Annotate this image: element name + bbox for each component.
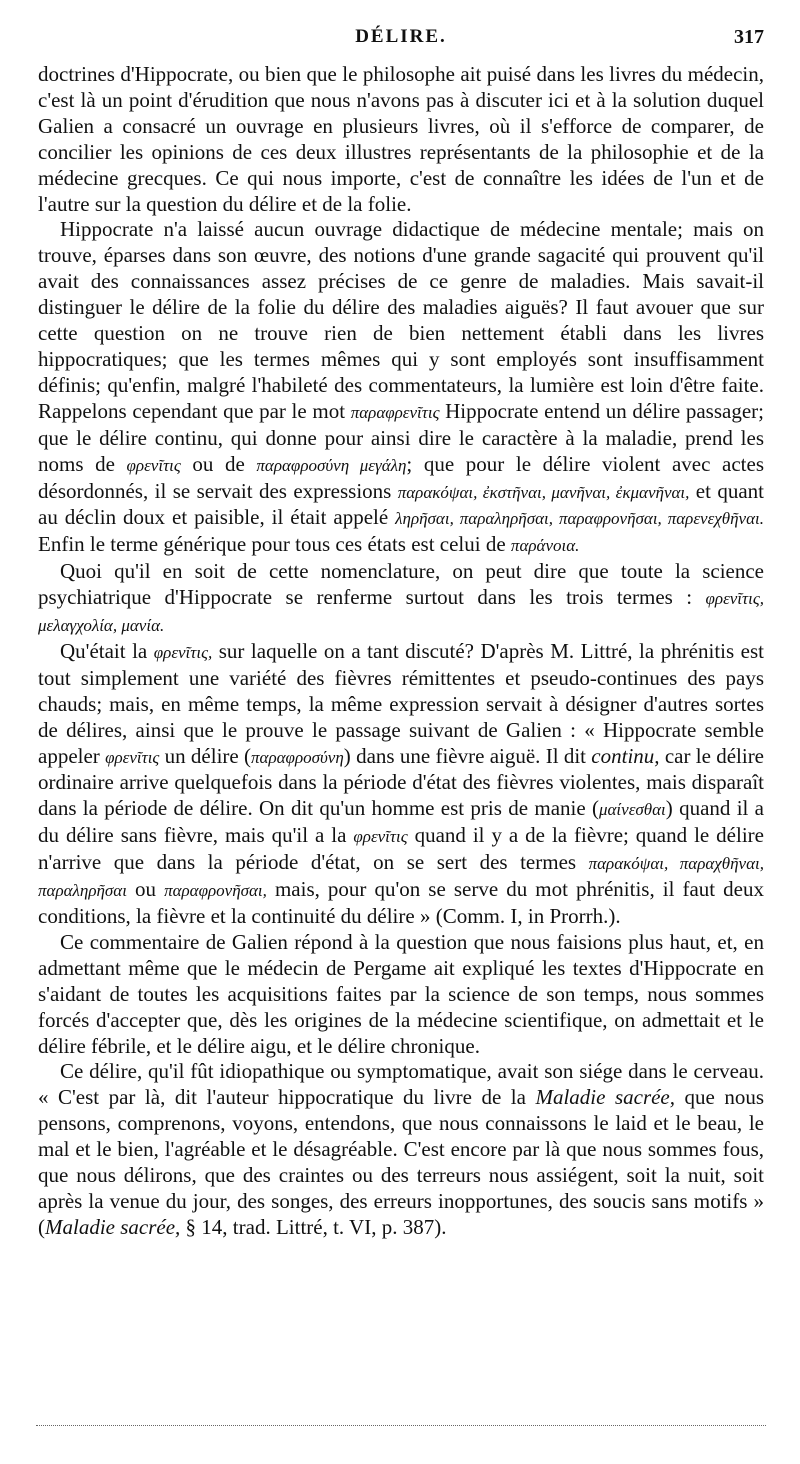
paragraph-6 <box>38 1059 764 1240</box>
text-run: § 14, trad. Littré, t. VI, p. 387). <box>180 1214 447 1239</box>
greek-term: μαίνεσθαι <box>598 800 666 820</box>
text-run: Ce délire, qu'il fût idiopathique ou symptomatique, avait son siége dans le cerveau. « C'est par là, dit l'auteur hippocratique du livre de la <box>38 1059 764 1110</box>
text-run: Hippocrate entend un délire passager; que le délire continu, qui donne pour ainsi dire le caractère à la maladie, prend les noms de <box>38 398 764 476</box>
text-run: ) dans une fièvre aiguë. Il dit <box>343 743 592 768</box>
text-run: Qu'était la <box>60 638 154 663</box>
greek-term: παραφροσύνη <box>251 747 344 767</box>
text-run: sur laquelle on a tant discuté? D'après M. Littré, la phrénitis est tout simplement une variété des fièvres rémittentes et pseudo-continues des pays chauds; mais, en même temps, la même expression servait à désigner d'autres sortes de délires, ainsi que le prouve le passage suivant de Galien : « Hippocrate semble appeler <box>38 638 765 768</box>
greek-term: παραφροσύνη μεγάλη <box>256 455 407 475</box>
greek-term: παραφρενῖτις <box>350 402 440 422</box>
text-run: quand il y a de la fièvre; quand le délire n'arrive que dans la période d'état, on se sert des termes <box>38 823 764 875</box>
paragraph-4 <box>38 639 764 930</box>
text-run: Quoi qu'il en soit de cette nomenclature, on peut dire que toute la science psychiatrique d'Hippocrate se renferme surtout dans les trois termes : <box>38 559 764 610</box>
running-title: DÉLIRE. <box>355 26 447 47</box>
greek-term: φρενῖτις, <box>153 642 213 662</box>
paragraph-1 <box>38 62 764 217</box>
paragraph-2 <box>38 217 764 559</box>
text-run: ; que pour le délire violent avec actes désordonnés, il se servait des expressions <box>38 451 764 503</box>
text-run: mais, pour qu'on se serve du mot phrénitis, il faut deux conditions, la fièvre et la continuité du délire » (Comm. I, in Prorrh.). <box>38 877 765 928</box>
text-run: ou <box>126 877 165 902</box>
text-run: un délire ( <box>159 743 252 768</box>
paragraph-text: Ce commentaire de Galien répond à la question que nous faisions plus haut, et, en admettant même que le médecin de Pergame ait expliqué les textes d'Hippocrate en s'aidant de toutes les acquisitions faites par la science de son temps, nous sommes forcés d'accepter que, dès les origines de la médecine scientifique, on admettait et le délire fébrile, et le délire aigu, et le délire chronique. <box>38 929 764 1058</box>
page-number: 317 <box>734 26 764 48</box>
paragraph-5 <box>38 930 764 1060</box>
text-run: Enfin le terme générique pour tous ces états est celui de <box>38 532 511 557</box>
footer-dotted-rule <box>36 1425 766 1426</box>
greek-term: παρακόψαι, ἐκστῆναι, μανῆναι, ἐκμανῆναι, <box>397 482 690 502</box>
body-text <box>38 62 764 1241</box>
text-run: que nous pensons, comprenons, voyons, entendons, que nous connaissons le laid et le beau, le mal et le bien, l'agréable et le désagréable. C'est encore par là que nous sommes fous, que nous délirons, que des craintes ou des terreurs nous assiégent, soit la nuit, soit après la venue du jour, des songes, des erreurs inopportunes, des soucis sans motifs » ( <box>38 1085 764 1239</box>
text-run: ou de <box>180 451 257 476</box>
paragraph-3 <box>38 559 764 639</box>
running-head <box>38 26 764 56</box>
greek-term: παρακόψαι, παραχθῆναι, παραληρῆσαι <box>38 854 765 901</box>
greek-term: φρενῖτις <box>105 747 160 767</box>
text-run: Hippocrate n'a laissé aucun ouvrage didactique de médecine mentale; mais on trouve, éparses dans son œuvre, des notions d'une grande sagacité qui prouvent qu'il avait des connaissances assez précises de ce genre de maladies. Mais savait-il distinguer le délire de la folie du délire des maladies aiguës? Il faut avouer que sur cette question on ne trouve rien de bien nettement établi dans les livres hippocratiques; que les termes mêmes qui y sont employés sont insuffisamment définis; qu'enfin, malgré l'habileté des commentateurs, la lumière est loin d'être faite. Rappelons cependant que par le mot <box>38 217 764 423</box>
greek-term: παραφρονῆσαι, <box>164 881 267 901</box>
text-run: car le délire ordinaire arrive quelquefois dans la période d'état des fièvres violentes, mais disparaît dans la période de délire. On dit qu'un homme est pris de manie ( <box>38 743 765 821</box>
italic-word: continu, <box>591 743 660 768</box>
text-run: et quant au déclin doux et paisible, il était appelé <box>38 478 764 530</box>
greek-term: φρενῖτις, μελαγχολία, μανία. <box>38 589 764 636</box>
greek-term: φρενῖτις <box>353 827 408 847</box>
greek-term: παράνοια. <box>510 536 580 556</box>
paragraph-text: doctrines d'Hippocrate, ou bien que le philosophe ait puisé dans les livres du médecin, c'est là un point d'érudition que nous n'avons pas à discuter ici et à la solution duquel Galien a consacré un ouvrage en plusieurs livres, où il s'efforce de comparer, de concilier les opinions de ces deux illustres représentants de la philosophie et de la médecine grecques. Ce qui nous importe, c'est de connaître les idées de l'un et de l'autre sur la question du délire et de la folie. <box>38 62 764 216</box>
italic-title: Maladie sacrée, <box>45 1214 181 1239</box>
text-run: ) quand il a du délire sans fièvre, mais qu'il a la <box>38 796 764 848</box>
italic-title: Maladie sacrée, <box>535 1085 676 1110</box>
greek-term: ληρῆσαι, παραληρῆσαι, παραφρονῆσαι, παρενεχθῆναι. <box>395 509 764 529</box>
greek-term: φρενῖτις <box>126 455 181 475</box>
